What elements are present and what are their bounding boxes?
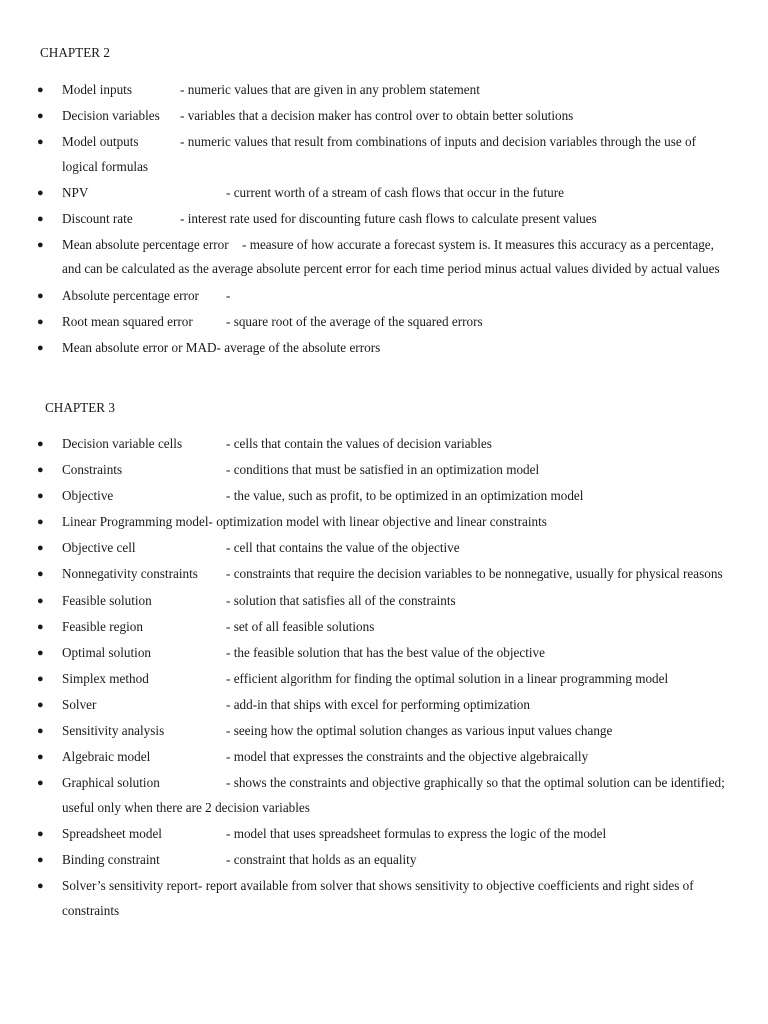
list-item (0, 641, 768, 666)
bullet-icon: ● (37, 438, 44, 450)
definition-entry (62, 207, 728, 232)
bullet-icon: ● (37, 672, 44, 685)
bullet-icon: ● (37, 490, 44, 503)
term: Sensitivity analysis (62, 723, 165, 739)
term: Objective cell (62, 540, 136, 556)
bullet-icon: ● (37, 542, 44, 555)
list-item (0, 771, 768, 820)
definition-entry (62, 745, 728, 770)
definition-entry (62, 130, 728, 179)
definition: - report available from solver that shows sensitivity to objective coefficients and right sides of constraints (62, 878, 694, 918)
list-item (0, 310, 768, 335)
bullet-icon: ● (37, 516, 44, 529)
bullet-icon: ● (37, 289, 44, 302)
list-item (0, 336, 768, 361)
bullet-icon: ● (37, 212, 44, 225)
list-item (0, 693, 768, 718)
definition-entry (62, 615, 728, 640)
list-item (0, 745, 768, 770)
term: Nonnegativity constraints (62, 566, 198, 582)
definition: - model that expresses the constraints and the objective algebraically (226, 749, 589, 765)
definition: - average of the absolute errors (216, 339, 381, 355)
definition-entry (62, 181, 728, 206)
list-item (0, 458, 768, 483)
list-item (0, 562, 768, 587)
term: Linear Programming model (62, 514, 209, 530)
definition-entry (62, 536, 728, 561)
bullet-icon: ● (37, 853, 44, 866)
term: Spreadsheet model (62, 825, 162, 841)
definition: - shows the constraints and objective graphically so that the optimal solution can be identified; useful only when there are 2 decision variables (62, 775, 725, 815)
definition-entry (62, 589, 728, 614)
definition: - variables that a decision maker has control over to obtain better solutions (180, 108, 574, 124)
bullet-icon: ● (37, 777, 44, 790)
definition: - optimization model with linear objective and linear constraints (208, 514, 547, 530)
term: Mean absolute error or MAD (62, 339, 217, 355)
definition: - square root of the average of the squared errors (226, 313, 483, 329)
definition: - interest rate used for discounting future cash flows to calculate present values (180, 210, 597, 226)
term: Feasible solution (62, 592, 152, 608)
bullet-icon: ● (37, 315, 44, 328)
definition-entry (62, 284, 728, 309)
list-item (0, 874, 768, 923)
bullet-icon: ● (37, 84, 44, 96)
bullet-icon: ● (37, 594, 44, 607)
term: Model outputs (62, 134, 139, 150)
term: Solver (62, 696, 97, 712)
term: Decision variable cells (62, 436, 183, 451)
definition-entry (62, 719, 728, 744)
term: Objective (62, 488, 114, 504)
definition: - the value, such as profit, to be optimized in an optimization model (226, 488, 584, 504)
definition-entry (62, 336, 728, 361)
term: Graphical solution (62, 775, 160, 791)
definition-entry (62, 693, 728, 718)
chapter-2-heading: CHAPTER 2 (40, 45, 110, 60)
term: Discount rate (62, 210, 133, 226)
bullet-icon: ● (37, 341, 44, 354)
bullet-icon: ● (37, 725, 44, 738)
bullet-icon: ● (37, 238, 44, 251)
term: Binding constraint (62, 851, 160, 867)
definition: - measure of how accurate a forecast system is. It measures this accuracy as a percentage, and can be calculated as the average absolute percent error for each time period minus actual values divided by actual values (62, 236, 720, 277)
chapter-3-list (0, 432, 768, 925)
bullet-icon: ● (37, 620, 44, 633)
list-item (0, 667, 768, 692)
list-item (0, 233, 768, 282)
list-item (0, 181, 768, 206)
definition-entry (62, 874, 728, 923)
term: Constraints (62, 462, 123, 478)
definition: - constraint that holds as an equality (226, 851, 417, 867)
list-item (0, 822, 768, 847)
list-item (0, 207, 768, 232)
definition: - constraints that require the decision variables to be nonnegative, usually for physical reasons (226, 566, 723, 582)
definition: - cells that contain the values of decision variables (226, 436, 492, 451)
term: Root mean squared error (62, 313, 193, 329)
definition: - add-in that ships with excel for performing optimization (226, 696, 530, 712)
list-item (0, 536, 768, 561)
definition: - solution that satisfies all of the constraints (226, 592, 456, 608)
list-item (0, 130, 768, 179)
definition-entry (62, 641, 728, 666)
list-item (0, 510, 768, 535)
term: Mean absolute percentage error (62, 236, 229, 252)
bullet-icon: ● (37, 568, 44, 581)
term: NPV (62, 184, 89, 200)
definition-entry (62, 233, 728, 282)
definition: - efficient algorithm for finding the optimal solution in a linear programming model (226, 670, 669, 686)
definition-entry (62, 458, 728, 483)
list-item (0, 78, 768, 103)
definition: - the feasible solution that has the best value of the objective (226, 644, 545, 660)
bullet-icon: ● (37, 827, 44, 840)
term: Model inputs (62, 82, 132, 97)
definition-entry (62, 667, 728, 692)
term: Solver’s sensitivity report (62, 878, 199, 893)
definition-entry (62, 104, 728, 129)
list-item (0, 104, 768, 129)
definition-entry (62, 432, 728, 457)
term: Simplex method (62, 670, 149, 686)
definition: - conditions that must be satisfied in an optimization model (226, 462, 540, 478)
definition: - seeing how the optimal solution changes as various input values change (226, 723, 613, 739)
chapter-3-heading: CHAPTER 3 (45, 400, 115, 415)
bullet-icon: ● (37, 880, 44, 892)
definition: - numeric values that result from combinations of inputs and decision variables through the use of logical formulas (62, 134, 697, 174)
chapter-2-list (0, 78, 768, 362)
definition-entry (62, 484, 728, 509)
list-item (0, 719, 768, 744)
bullet-icon: ● (37, 646, 44, 659)
definition-entry (62, 771, 728, 820)
definition: - numeric values that are given in any problem statement (180, 82, 480, 97)
definition: - cell that contains the value of the objective (226, 540, 460, 556)
definition: - current worth of a stream of cash flows that occur in the future (226, 184, 564, 200)
bullet-icon: ● (37, 186, 44, 199)
term: Absolute percentage error (62, 287, 199, 303)
bullet-icon: ● (37, 464, 44, 477)
list-item (0, 484, 768, 509)
definition: - (226, 287, 231, 303)
definition-entry (62, 822, 728, 847)
definition-entry (62, 310, 728, 335)
definition-entry (62, 848, 728, 873)
term: Decision variables (62, 108, 160, 124)
list-item (0, 848, 768, 873)
list-item (0, 432, 768, 457)
bullet-icon: ● (37, 751, 44, 764)
bullet-icon: ● (37, 136, 44, 149)
list-item (0, 284, 768, 309)
definition: - model that uses spreadsheet formulas to express the logic of the model (226, 825, 607, 841)
definition-entry (62, 562, 728, 587)
term: Optimal solution (62, 644, 152, 660)
definition-entry (62, 78, 728, 103)
definition-entry (62, 510, 728, 535)
term: Feasible region (62, 618, 143, 634)
bullet-icon: ● (37, 698, 44, 711)
bullet-icon: ● (37, 110, 44, 123)
definition: - set of all feasible solutions (226, 618, 375, 634)
list-item (0, 615, 768, 640)
term: Algebraic model (62, 749, 151, 765)
list-item (0, 589, 768, 614)
